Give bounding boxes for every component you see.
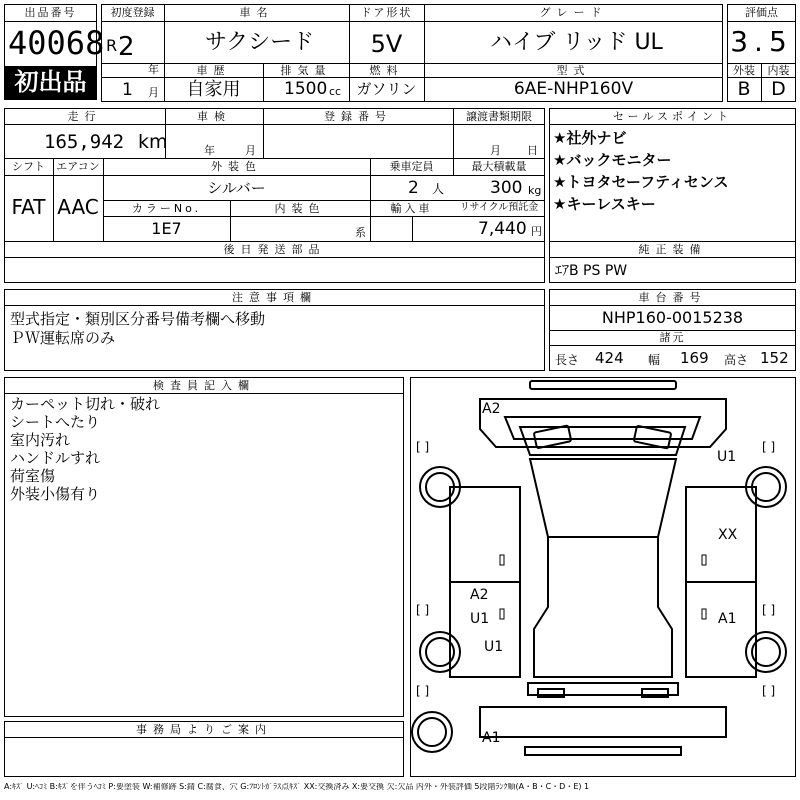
legend: A:ｷｽﾞ U:ﾍｺﾐ B:ｷｽﾞを伴うﾍｺﾐ P:要塗装 W:補修跡 S:錆 C:腐食、穴 G:ﾌﾛﾝﾄｶﾞﾗｽ点ｷｽﾞ XX:交換済み X:要交換 欠:欠品 内外・外装評価 5段階ﾗﾝｸ順(A・B・C・D・E) 1 xyxy=(4,783,590,791)
length: 424 xyxy=(595,349,624,367)
car-name-label: 車名 xyxy=(239,6,274,19)
sales-point-item: ★キーレスキー xyxy=(553,195,656,213)
damage-mark: U1 xyxy=(717,449,737,465)
shift: FAT xyxy=(11,195,46,219)
score-label: 評価点 xyxy=(745,6,778,19)
aircon: AAC xyxy=(57,195,99,219)
sales-points-label: セールスポイント xyxy=(612,110,732,123)
model-code-label: 型式 xyxy=(556,64,591,77)
door-type: 5V xyxy=(370,30,403,58)
registration-month-unit: 月 xyxy=(148,86,159,99)
color-no-label: カラーNo. xyxy=(131,202,202,215)
fuel: ガソリン xyxy=(356,80,417,98)
width-label: 幅 xyxy=(648,353,661,367)
max-load-label: 最大積載量 xyxy=(471,160,527,173)
standard-equipment-label: 純正装備 xyxy=(638,243,707,256)
score: 3.5 xyxy=(730,25,793,58)
capacity-unit: 人 xyxy=(432,182,445,196)
import-label: 輸入車 xyxy=(390,202,433,215)
mark-bracket: [ ] xyxy=(416,440,430,454)
history: 自家用 xyxy=(186,79,241,100)
inspector-line: ハンドルすれ xyxy=(10,449,101,467)
mark-bracket: [ ] xyxy=(762,684,776,698)
notes-label: 注意事項欄 xyxy=(232,291,317,304)
sales-point-item: ★バックモニター xyxy=(553,151,672,169)
height-label: 高さ xyxy=(724,353,749,367)
chassis-number: NHP160-0015238 xyxy=(601,308,744,327)
exterior-color: シルバー xyxy=(207,179,266,197)
inspection-label: 車検 xyxy=(197,110,231,123)
mileage: 165,942 xyxy=(44,131,125,153)
inspection-year-unit: 年 xyxy=(204,144,215,157)
car-diagram xyxy=(410,377,796,777)
inspector-line: シートへたり xyxy=(10,413,101,431)
exterior-grade: B xyxy=(737,78,751,100)
notes-line: 型式指定・類別区分番号備考欄へ移動 xyxy=(10,310,266,328)
shift-label: シフト xyxy=(12,160,45,173)
reg-number-label: 登録番号 xyxy=(324,110,392,123)
recycle-unit: 円 xyxy=(531,225,542,238)
aircon-label: エアコン xyxy=(56,160,100,173)
transfer-docs-month-unit: 月 xyxy=(490,144,501,157)
capacity-label: 乗車定員 xyxy=(389,160,434,173)
registration-month: 1 xyxy=(122,80,133,100)
car-name: サクシード xyxy=(205,30,315,55)
mileage-unit: km xyxy=(138,131,168,153)
damage-mark: A1 xyxy=(718,611,737,627)
mark-bracket: [ ] xyxy=(762,603,776,617)
inspection-month-unit: 月 xyxy=(245,144,256,157)
office-notice-label: 事務局よりご案内 xyxy=(136,723,272,736)
later-parts-label: 後日発送部品 xyxy=(223,243,326,256)
damage-mark: A2 xyxy=(470,587,489,603)
interior-grade: D xyxy=(771,78,786,100)
transfer-docs-label: 譲渡書類期限 xyxy=(466,110,532,123)
damage-mark: U1 xyxy=(470,611,490,627)
lot-number: 40068 xyxy=(8,24,105,62)
transfer-docs-day-unit: 日 xyxy=(527,144,538,157)
capacity: 2 xyxy=(408,178,419,198)
first-listing-label: 初出品 xyxy=(14,68,87,96)
width: 169 xyxy=(680,349,709,367)
notes-line: ＰＷ運転席のみ xyxy=(10,329,116,347)
color-no: 1E7 xyxy=(151,219,182,238)
dimensions-label: 諸元 xyxy=(659,331,686,344)
damage-mark: A1 xyxy=(482,730,501,746)
exterior-color-label: 外装色 xyxy=(211,160,262,173)
displacement: 1500 xyxy=(284,79,328,99)
chassis-label: 車台番号 xyxy=(638,291,707,304)
interior-color-label: 内装色 xyxy=(274,202,326,215)
inspector-line: 荷室傷 xyxy=(10,467,56,485)
history-label: 車歴 xyxy=(196,64,231,77)
length-label: 長さ xyxy=(555,353,580,367)
recycle-label: リサイクル預託金 xyxy=(459,202,539,213)
mileage-label: 走行 xyxy=(67,110,102,123)
mark-bracket: [ ] xyxy=(416,603,430,617)
grade-label: グレード xyxy=(539,6,608,19)
height: 152 xyxy=(760,349,789,367)
mark-bracket: [ ] xyxy=(416,684,430,698)
registration-year-unit: 年 xyxy=(148,63,159,76)
interior-color-unit: 系 xyxy=(355,226,366,239)
grade: ハイブ リッド UL xyxy=(490,30,663,55)
lot-label: 出品番号 xyxy=(24,6,77,19)
max-load-unit: kg xyxy=(528,184,542,197)
exterior-grade-label: 外装 xyxy=(733,64,755,77)
door-type-label: ドア形状 xyxy=(360,6,413,19)
inspector-line: カーペット切れ・破れ xyxy=(10,395,161,413)
recycle: 7,440 xyxy=(478,219,527,239)
damage-mark: A2 xyxy=(482,401,501,417)
registration-year: 2 xyxy=(118,32,135,62)
displacement-unit: cc xyxy=(329,85,342,98)
max-load: 300 xyxy=(490,178,523,198)
sales-point-item: ★社外ナビ xyxy=(553,129,627,147)
mark-bracket: [ ] xyxy=(762,440,776,454)
sales-point-item: ★トヨタセーフティセンス xyxy=(553,173,729,191)
fuel-label: 燃料 xyxy=(369,64,404,77)
inspector-line: 外装小傷有り xyxy=(10,485,101,503)
interior-grade-label: 内装 xyxy=(767,64,790,77)
displacement-label: 排気量 xyxy=(280,64,332,77)
model-code: 6AE-NHP160V xyxy=(513,79,634,99)
registration-label: 初度登録 xyxy=(110,6,155,19)
inspector-line: 室内汚れ xyxy=(10,431,71,449)
damage-mark: U1 xyxy=(484,639,504,655)
inspector-label: 検査員記入欄 xyxy=(153,379,255,392)
registration-era: R xyxy=(106,36,118,55)
damage-mark: XX xyxy=(718,527,738,543)
standard-equipment: ｴｱB PS PW xyxy=(555,263,628,279)
